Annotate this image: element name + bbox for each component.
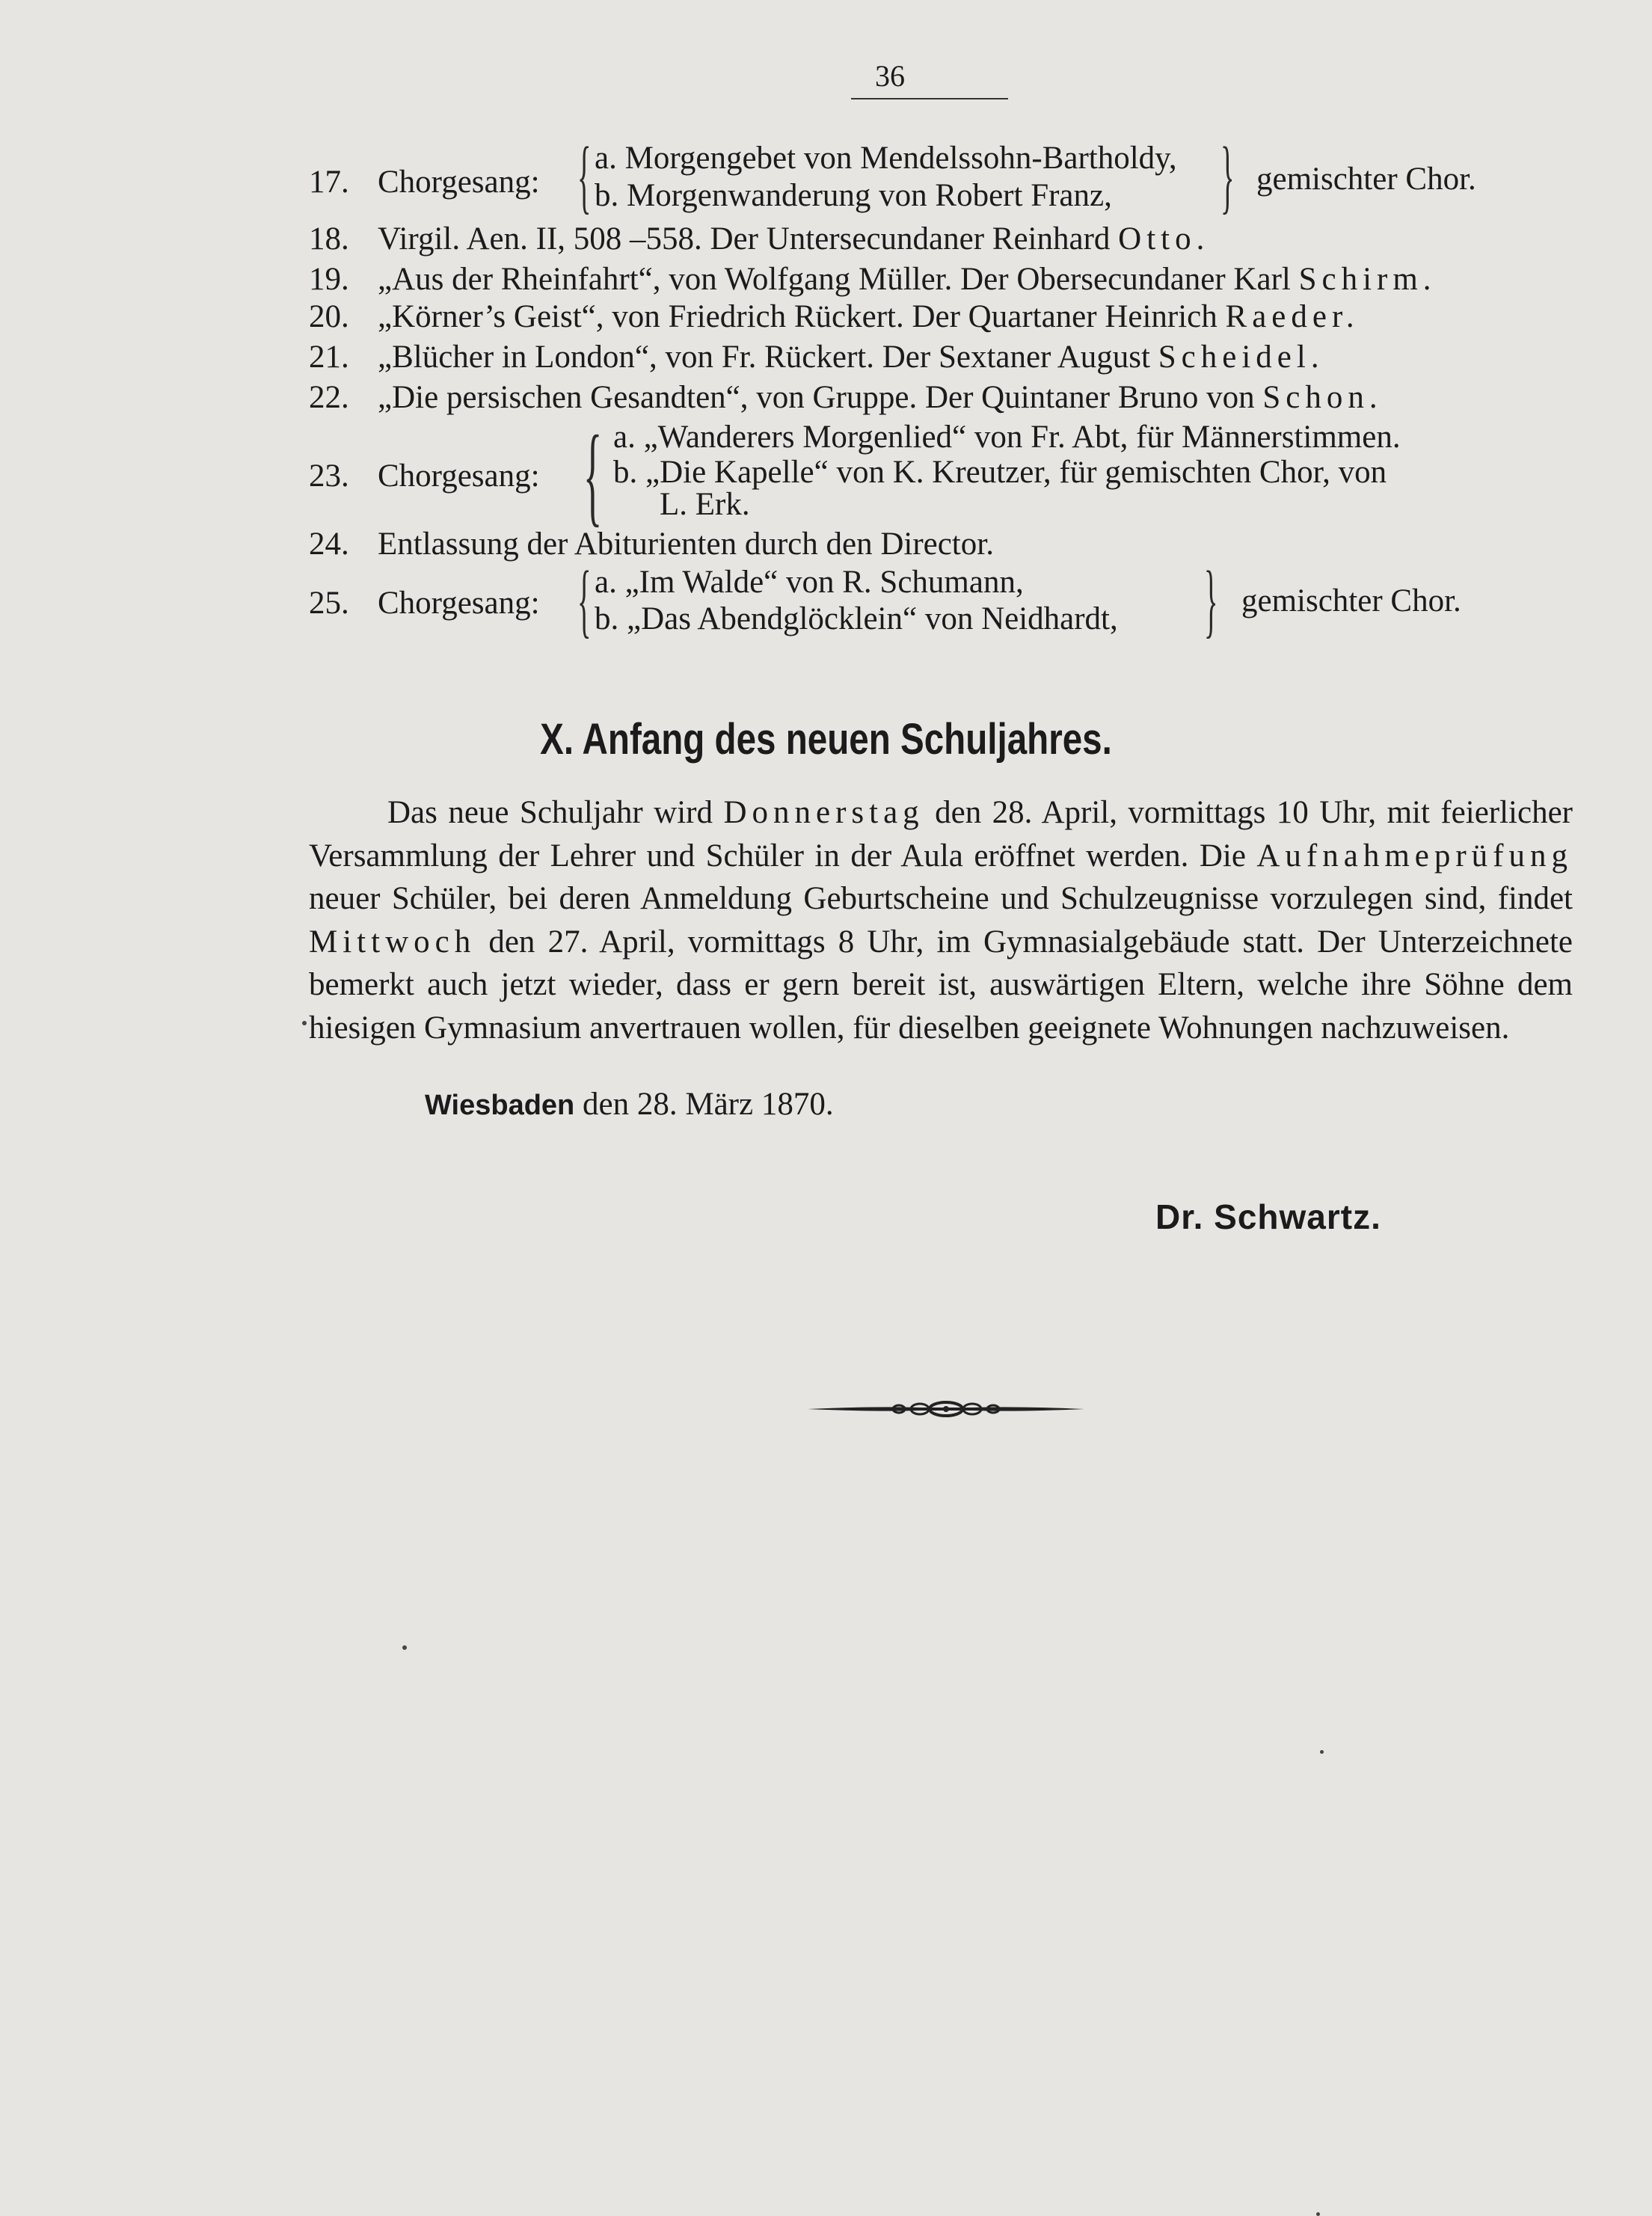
item-18-text: Virgil. Aen. II, 508 –558. Der Untersecundaner Reinhard — [378, 221, 1119, 257]
paragraph-part-4: den 27. April, vormittags 8 Uhr, im Gymnasialgebäude statt. Der Unterzeichnete bemerkt auch jetzt wieder, dass er gern bereit ist, auswärtigen Eltern, welche ihre Söhne dem hiesigen Gymnasium anvertrauen wollen, für dieselben geeignete Wohnungen nachzuweisen. — [309, 924, 1573, 1046]
item-25-label: Chorgesang: — [378, 586, 540, 621]
paper-speck — [1320, 1750, 1324, 1754]
paragraph-part-1: Das neue Schuljahr wird — [387, 795, 724, 830]
item-24-text: Entlassung der Abiturienten durch den Director. — [378, 527, 994, 562]
item-19 — [378, 263, 1437, 295]
dateline — [425, 1086, 834, 1123]
item-25-right: gemischter Chor. — [1241, 583, 1461, 619]
dateline-date: den 28. März 1870. — [574, 1087, 834, 1122]
item-25-a: a. „Im Walde“ von R. Schumann, — [595, 565, 1024, 600]
dateline-place: Wiesbaden — [425, 1090, 575, 1121]
item-21-name: Scheidel. — [1158, 340, 1324, 375]
item-23-c: L. Erk. — [660, 487, 750, 522]
paragraph-part-2: den 28. April, vormittags 10 Uhr, mit feierlicher Versammlung der Lehrer und Schüler in der Aula eröffnet werden. Die — [309, 795, 1573, 874]
section-paragraph — [309, 791, 1573, 1049]
item-23-label: Chorgesang: — [378, 458, 540, 494]
paper-speck — [1316, 2212, 1320, 2216]
item-17-a: a. Morgengebet von Mendelssohn-Bartholdy, — [595, 141, 1177, 176]
item-23-a: a. „Wanderers Morgenlied“ von Fr. Abt, für Männerstimmen. — [613, 420, 1401, 455]
paragraph-part-3: neuer Schüler, bei deren Anmeldung Geburtscheine und Schulzeugnisse vorzulegen sind, findet — [309, 881, 1573, 916]
item-25-brace-right: } — [1204, 554, 1218, 645]
paper-speck — [302, 1021, 307, 1025]
item-19-name: Schirm. — [1298, 262, 1437, 297]
item-23-number: 23. — [309, 458, 349, 494]
item-22 — [378, 381, 1383, 414]
item-18 — [378, 223, 1209, 255]
item-17-brace-left: { — [577, 130, 592, 221]
item-19-number: 19. — [309, 262, 349, 297]
section-heading: X. Anfang des neuen Schuljahres. — [540, 715, 1112, 764]
page-number: 36 — [875, 59, 905, 93]
item-17-brace-right: } — [1220, 130, 1235, 221]
item-21 — [378, 341, 1324, 373]
item-21-text: „Blücher in London“, von Fr. Rückert. Der Sextaner August — [378, 340, 1158, 375]
item-23-b: b. „Die Kapelle“ von K. Kreutzer, für gemischten Chor, von — [613, 455, 1387, 490]
item-18-name: Otto. — [1118, 221, 1210, 257]
item-17-number: 17. — [309, 165, 349, 200]
paragraph-spaced-1: Donnerstag — [723, 795, 924, 830]
item-24-number: 24. — [309, 527, 349, 562]
page-number-rule — [851, 98, 1008, 99]
item-21-number: 21. — [309, 340, 349, 375]
paragraph-spaced-2: Aufnahmeprüfung — [1256, 838, 1573, 874]
paper-speck — [402, 1645, 407, 1650]
item-17-b: b. Morgenwanderung von Robert Franz, — [595, 178, 1112, 213]
item-17-right: gemischter Chor. — [1256, 162, 1476, 197]
item-18-number: 18. — [309, 221, 349, 257]
ornament-divider — [808, 1396, 1084, 1422]
item-25-b: b. „Das Abendglöcklein“ von Neidhardt, — [595, 601, 1118, 636]
item-17-label: Chorgesang: — [378, 165, 540, 200]
item-20-name: Raeder. — [1225, 299, 1360, 334]
item-20 — [378, 301, 1360, 333]
item-25-number: 25. — [309, 586, 349, 621]
item-20-text: „Körner’s Geist“, von Friedrich Rückert. Der Quartaner Heinrich — [378, 299, 1226, 334]
signature: Dr. Schwartz. — [1155, 1197, 1381, 1236]
item-25-brace-left: { — [577, 554, 592, 645]
item-22-name: Schon. — [1262, 380, 1383, 415]
item-22-text: „Die persischen Gesandten“, von Gruppe. Der Quintaner Bruno von — [378, 380, 1263, 415]
item-19-text: „Aus der Rheinfahrt“, von Wolfgang Müller. Der Obersecundaner Karl — [378, 262, 1299, 297]
paragraph-spaced-3: Mittwoch — [309, 924, 476, 960]
item-23-brace: { — [583, 413, 603, 537]
item-20-number: 20. — [309, 299, 349, 334]
item-22-number: 22. — [309, 380, 349, 415]
